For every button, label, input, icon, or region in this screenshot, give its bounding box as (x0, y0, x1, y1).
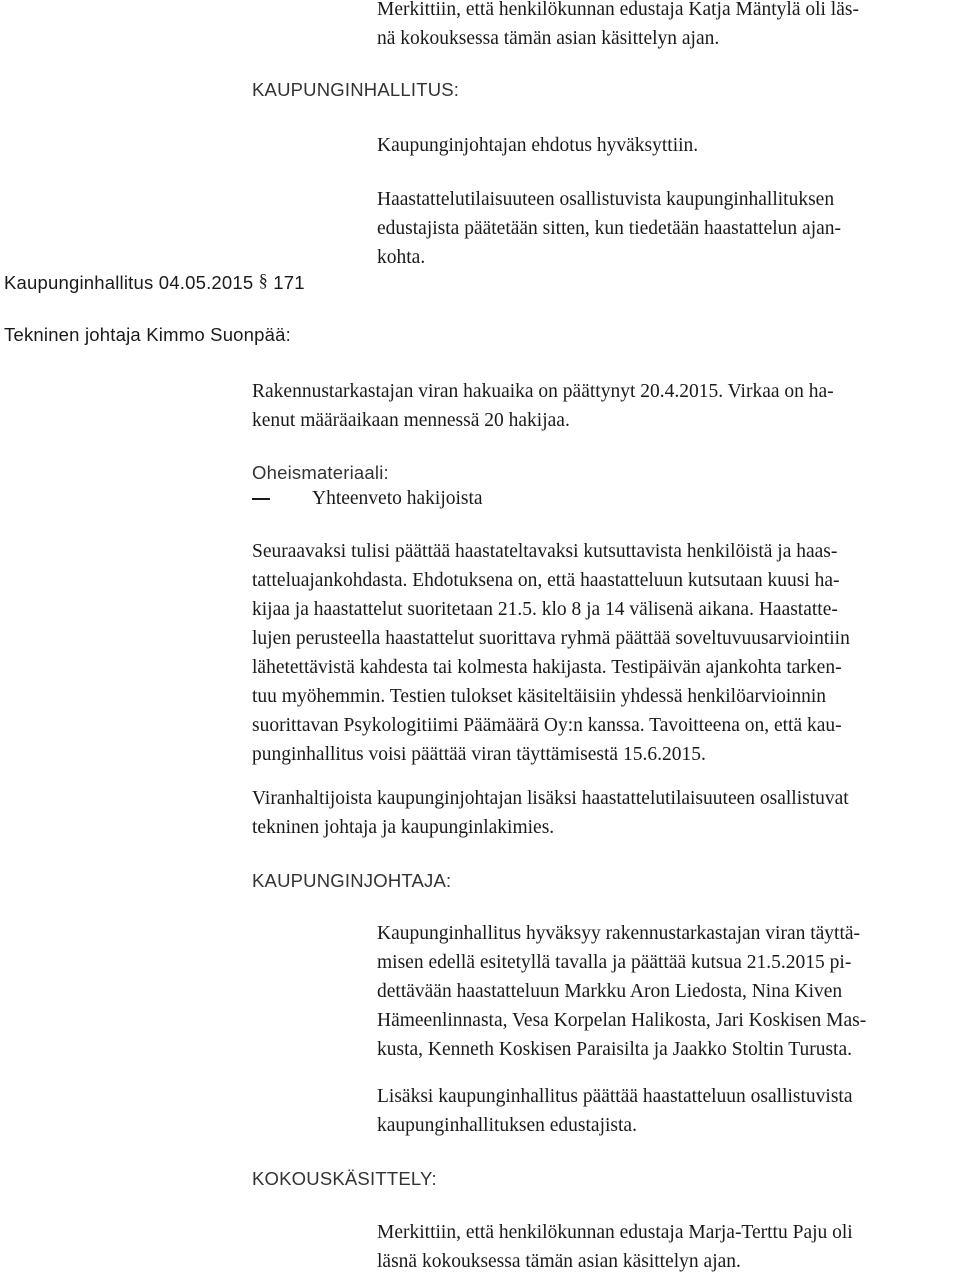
kaupunginjohtaja-heading: KAUPUNGINJOHTAJA: (252, 870, 452, 891)
text-line: Seuraavaksi tulisi päättää haastateltavaksi kutsuttavista henkilöistä ja haas- (252, 541, 838, 562)
text-line: Kaupunginhallitus hyväksyy rakennustarkastajan viran täyttä- (377, 923, 861, 944)
text-line: Merkittiin, että henkilökunnan edustaja Katja Mäntylä oli läs- (377, 0, 859, 20)
preparer-label: Tekninen johtaja Kimmo Suonpää: (4, 324, 291, 345)
text-line: edustajista päätetään sitten, kun tiedetään haastattelun ajan- (377, 218, 842, 239)
minute-note-staff-presence (377, 0, 859, 53)
minute-note-staff-presence-end (377, 1218, 853, 1276)
attachments-heading: Oheismateriaali: (252, 462, 389, 483)
text-line: nä kokouksessa tämän asian käsittelyn ajan. (377, 28, 720, 49)
text-line: punginhallitus voisi päättää viran täyttämisestä 15.6.2015. (252, 744, 706, 765)
list-dash-icon (252, 498, 270, 500)
paragraph-interview-proposal (252, 537, 850, 769)
decision-approved: Kaupunginjohtajan ehdotus hyväksyttiin. (377, 135, 699, 156)
text-line: lujen perusteella haastattelut suorittava ryhmä päättää soveltuvuusarviointiin (252, 628, 850, 649)
section-mark: § (258, 270, 268, 290)
text-line: Hämeenlinnasta, Vesa Korpelan Halikosta, Jari Koskisen Mas- (377, 1010, 867, 1031)
text-line: Viranhaltijoista kaupunginjohtajan lisäksi haastattelutilaisuuteen osallistuvat (252, 788, 849, 809)
meeting-date: Kaupunginhallitus 04.05.2015 (4, 272, 254, 293)
text-line: Lisäksi kaupunginhallitus päättää haastatteluun osallistuvista (377, 1086, 853, 1107)
paragraph-application-period (252, 377, 834, 435)
text-line: läsnä kokouksessa tämän asian käsittelyn ajan. (377, 1251, 741, 1272)
text-line: Rakennustarkastajan viran hakuaika on päättynyt 20.4.2015. Virkaa on ha- (252, 381, 834, 402)
meeting-reference (4, 268, 305, 298)
section-number: 171 (273, 272, 305, 293)
text-line: Haastattelutilaisuuteen osallistuvista kaupunginhallituksen (377, 189, 835, 210)
mayor-proposal-addition (377, 1082, 852, 1140)
text-line: kohta. (377, 247, 426, 268)
text-line: misen edellä esitetyllä tavalla ja päättää kutsua 21.5.2015 pi- (377, 952, 852, 973)
text-line: tekninen johtaja ja kaupunginlakimies. (252, 817, 555, 838)
text-line: kaupunginhallituksen edustajista. (377, 1115, 637, 1136)
text-line: Merkittiin, että henkilökunnan edustaja Marja-Terttu Paju oli (377, 1222, 853, 1243)
kaupunginhallitus-heading: KAUPUNGINHALLITUS: (252, 79, 460, 100)
text-line: tuu myöhemmin. Testien tulokset käsiteltäisiin yhdessä henkilöarvioinnin (252, 686, 826, 707)
text-line: dettävään haastatteluun Markku Aron Liedosta, Nina Kiven (377, 981, 843, 1002)
text-line: kenut määräaikaan mennessä 20 hakijaa. (252, 410, 570, 431)
text-line: kusta, Kenneth Koskisen Paraisilta ja Jaakko Stoltin Turusta. (377, 1039, 853, 1060)
kokouskasittely-heading: KOKOUSKÄSITTELY: (252, 1168, 437, 1189)
text-line: suorittavan Psykologitiimi Päämäärä Oy:n kanssa. Tavoitteena on, että kau- (252, 715, 842, 736)
decision-interview-representatives (377, 185, 841, 272)
text-line: lähetettävistä kahdesta tai kolmesta hakijasta. Testipäivän ajankohta tarken- (252, 657, 842, 678)
text-line: tatteluajankohdasta. Ehdotuksena on, että haastatteluun kutsutaan kuusi ha- (252, 570, 840, 591)
paragraph-officials-attending (252, 784, 849, 842)
text-line: kijaa ja haastattelut suoritetaan 21.5. klo 8 ja 14 välisenä aikana. Haastatte- (252, 599, 838, 620)
mayor-proposal (377, 919, 866, 1064)
attachment-item: Yhteenveto hakijoista (312, 488, 483, 509)
